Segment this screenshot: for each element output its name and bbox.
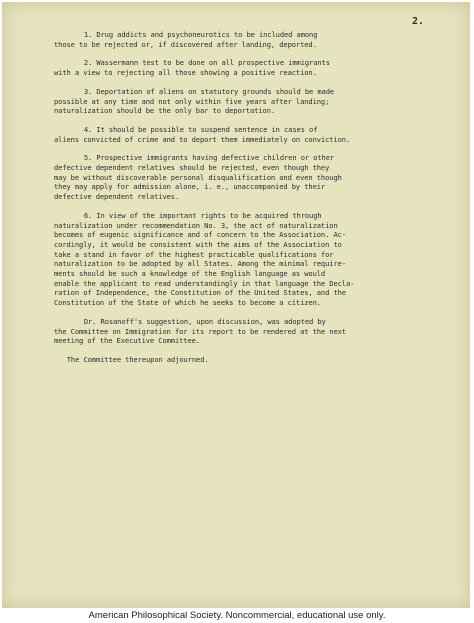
paragraph-2 — [54, 58, 454, 77]
paragraph-8 — [54, 355, 454, 365]
paragraph-6 — [54, 211, 454, 308]
text-line: take a stand in favor of the highest practicable qualifications for — [54, 249, 334, 259]
text-line: 5. Prospective immigrants having defective children or other — [83, 153, 335, 163]
text-line: defective dependent relatives. — [54, 192, 180, 202]
text-line: the Committee on Immigration for its report to be rendered at the next — [54, 326, 346, 336]
text-line: 1. Drug addicts and psychoneurotics to be included among — [83, 30, 318, 39]
text-line: 6. In view of the important rights to be acquired through — [83, 210, 322, 220]
page-number: 2. — [412, 16, 425, 27]
text-line: becomes of eugenic significance and of concern to the Association. Ac- — [54, 230, 346, 240]
text-line: possible at any time and not only within five years after landing; — [54, 96, 330, 106]
text-line: aliens convicted of crime and to deport them immediately on conviction. — [54, 134, 351, 144]
text-line: naturalization to be adopted by all States. Among the minimal require- — [54, 259, 346, 269]
text-line: cordingly, it would be consistent with the aims of the Association to — [54, 239, 342, 249]
text-line: Constitution of the State of which he seeks to become a citizen. — [54, 298, 321, 308]
text-line: ration of Independence, the Constitution of the United States, and the — [54, 288, 346, 298]
text-line: meeting of the Executive Committee. — [54, 336, 200, 346]
text-line: with a view to rejecting all those showing a positive reaction. — [54, 68, 317, 78]
text-line: naturalization should be the only bar to deportation. — [54, 106, 276, 116]
text-line: 2. Wassermann test to be done on all prospective immigrants — [83, 58, 330, 68]
paragraph-1 — [54, 30, 454, 49]
text-line: Dr. Rosanoff's suggestion, upon discussion, was adopted by — [83, 316, 326, 326]
text-line: The Committee thereupon adjourned. — [66, 354, 209, 364]
paragraph-3 — [54, 87, 454, 116]
text-line: may be without discoverable personal disqualification and even though — [54, 172, 342, 182]
text-line: ments should be such a knowledge of the English language as would — [54, 269, 326, 279]
document-body — [54, 30, 454, 374]
text-line: those to be rejected or, if discovered after landing, deported. — [54, 39, 317, 49]
copyright-footer: American Philosophical Society. Noncommercial, educational use only. — [88, 610, 386, 621]
paragraph-5 — [54, 153, 454, 202]
text-line: 3. Deportation of aliens on statutory grounds should be made — [83, 86, 335, 96]
paragraph-7 — [54, 317, 454, 346]
text-line: they may apply for admission alone, i. e., unaccompanied by their — [54, 182, 326, 192]
paragraph-4 — [54, 125, 454, 144]
text-line: naturalization under recommendation No. 3, the act of naturalization — [54, 220, 338, 230]
text-line: defective dependent relatives should be rejected, even though they — [54, 163, 330, 173]
text-line: enable the applicant to read understandingly in that language the Decla- — [54, 278, 355, 288]
document-page — [2, 2, 470, 608]
text-line: 4. It should be possible to suspend sentence in cases of — [83, 124, 318, 134]
